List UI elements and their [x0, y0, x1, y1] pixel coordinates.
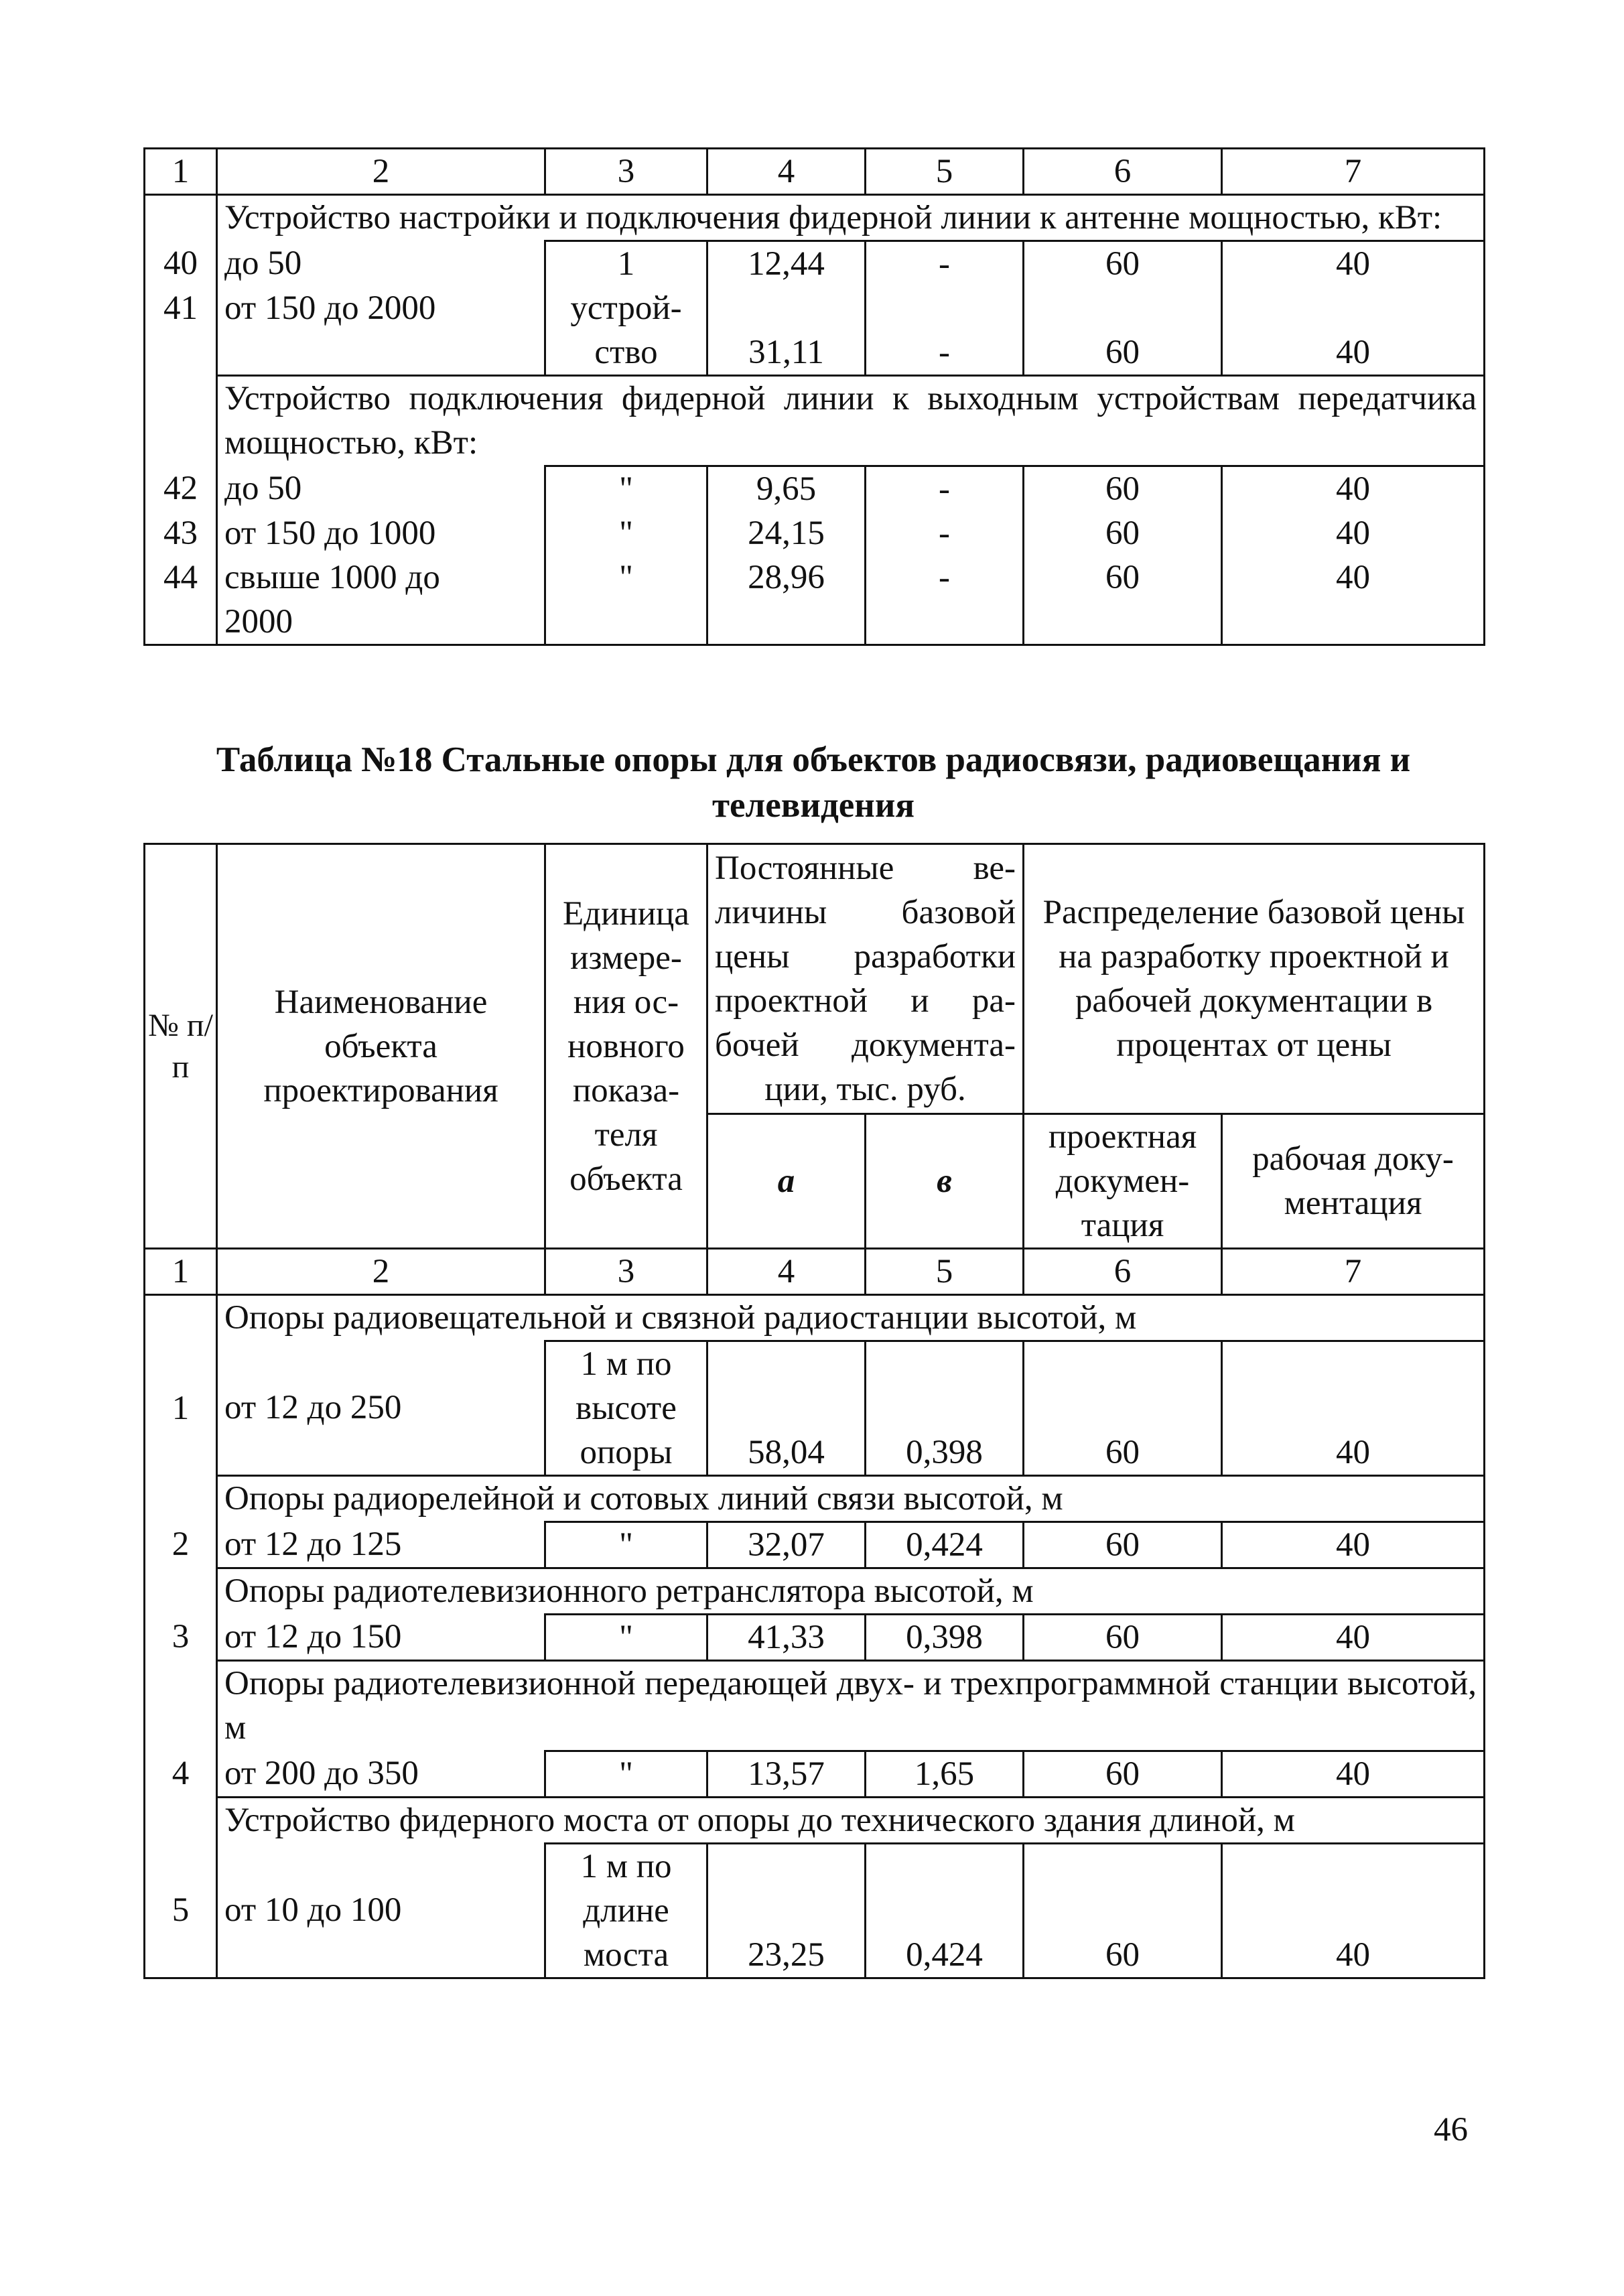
row-a: 12,44: [707, 241, 866, 287]
group-title: Устройство настройки и подключения фидерной линии к антенне мощностью, кВт:: [217, 195, 1485, 241]
table-row: [145, 241, 1485, 287]
row-b: 0,398: [866, 1341, 1024, 1476]
col-num: 6: [1024, 149, 1222, 195]
row-a: 24,15: [707, 511, 866, 555]
header-a: а: [707, 1114, 866, 1249]
row-name: от 150 до 1000: [217, 511, 545, 555]
table-18: [143, 843, 1485, 1979]
row-a: 9,65: [707, 466, 866, 512]
row-name: от 12 до 250: [217, 1341, 545, 1476]
row-a: 28,96: [707, 555, 866, 600]
table-row: [145, 1844, 1485, 1978]
group-title-row: [145, 195, 1485, 241]
header-num: № п/п: [145, 844, 217, 1249]
row-work: 40: [1222, 330, 1485, 376]
row-proj: 60: [1024, 241, 1222, 287]
row-work: 40: [1222, 1522, 1485, 1568]
table-row: [145, 1751, 1485, 1798]
row-name: до 50: [217, 466, 545, 512]
row-proj: 60: [1024, 511, 1222, 555]
row-num: 5: [145, 1844, 217, 1978]
row-a: 41,33: [707, 1615, 866, 1661]
group-title-row: [145, 1661, 1485, 1751]
row-a: 23,25: [707, 1844, 866, 1978]
row-unit: ": [545, 1615, 707, 1661]
row-b: -: [866, 330, 1024, 376]
row-work: 40: [1222, 1844, 1485, 1978]
table-17-continuation: [143, 147, 1485, 646]
header-proj: проектная докумен- тация: [1024, 1114, 1222, 1249]
group-title: Устройство фидерного моста от опоры до технического здания длиной, м: [217, 1798, 1485, 1844]
row-unit: 1 м по высоте опоры: [545, 1341, 707, 1476]
row-num: 41: [145, 286, 217, 330]
row-num: 1: [145, 1341, 217, 1476]
row-a: 32,07: [707, 1522, 866, 1568]
row-name: от 10 до 100: [217, 1844, 545, 1978]
header-dist: Распределение базовой цены на разработку проектной и рабочей документации в процентах от цены: [1024, 844, 1485, 1114]
row-proj: 60: [1024, 330, 1222, 376]
header-const: Постоянные ве- личины базовой цены разработки проектной и ра- бочей документа- ции, тыс. руб.: [707, 844, 1024, 1114]
row-b: 1,65: [866, 1751, 1024, 1798]
table-row: [145, 330, 1485, 376]
table-18-title: Таблица №18 Стальные опоры для объектов радиосвязи, радиовещания и телевидения: [216, 740, 1411, 825]
group-title: Устройство подключения фидерной линии к выходным устройствам передатчика мощностью, кВт:: [217, 376, 1485, 466]
row-work: 40: [1222, 555, 1485, 600]
group-title-row: [145, 1798, 1485, 1844]
row-b: 0,424: [866, 1844, 1024, 1978]
table-row: [145, 1341, 1485, 1476]
row-unit: ": [545, 1522, 707, 1568]
row-name: свыше 1000 до: [217, 555, 545, 600]
row-b: -: [866, 555, 1024, 600]
row-num: 2: [145, 1522, 217, 1568]
row-proj: 60: [1024, 466, 1222, 512]
row-b: -: [866, 466, 1024, 512]
row-proj: 60: [1024, 555, 1222, 600]
row-b: 0,424: [866, 1522, 1024, 1568]
row-proj: 60: [1024, 1844, 1222, 1978]
row-name: от 150 до 2000: [217, 286, 545, 330]
column-number-row: [145, 149, 1485, 195]
page-number: 46: [1434, 2111, 1468, 2149]
group-title: Опоры радиорелейной и сотовых линий связи высотой, м: [217, 1476, 1485, 1522]
row-work: 40: [1222, 1341, 1485, 1476]
group-title-row: [145, 1476, 1485, 1522]
row-num: 42: [145, 466, 217, 512]
group-title: Опоры радиотелевизионного ретранслятора высотой, м: [217, 1568, 1485, 1615]
col-num: 6: [1024, 1249, 1222, 1295]
row-proj: 60: [1024, 1751, 1222, 1798]
col-num: 7: [1222, 149, 1485, 195]
col-num: 5: [866, 149, 1024, 195]
col-num: 1: [145, 1249, 217, 1295]
row-unit: 1: [545, 241, 707, 287]
row-unit: ": [545, 1751, 707, 1798]
row-name: от 12 до 125: [217, 1522, 545, 1568]
col-num: 2: [217, 1249, 545, 1295]
group-title-row: [145, 1295, 1485, 1341]
group-title-row: [145, 1568, 1485, 1615]
row-work: 40: [1222, 511, 1485, 555]
header-row: [145, 844, 1485, 1114]
row-name: от 12 до 150: [217, 1615, 545, 1661]
row-name: 2000: [217, 600, 545, 645]
col-num: 2: [217, 149, 545, 195]
table-row: [145, 466, 1485, 512]
col-num: 4: [707, 149, 866, 195]
row-name: от 200 до 350: [217, 1751, 545, 1798]
col-num: 7: [1222, 1249, 1485, 1295]
row-b: 0,398: [866, 1615, 1024, 1661]
table-row: [145, 555, 1485, 600]
row-num: 44: [145, 555, 217, 600]
row-unit: 1 м по длине моста: [545, 1844, 707, 1978]
row-proj: 60: [1024, 1615, 1222, 1661]
header-name: Наименование объекта проектирования: [217, 844, 545, 1249]
row-a: 31,11: [707, 330, 866, 376]
row-work: 40: [1222, 466, 1485, 512]
row-b: -: [866, 241, 1024, 287]
col-num: 1: [145, 149, 217, 195]
row-num: 40: [145, 241, 217, 287]
table-row: [145, 1522, 1485, 1568]
column-number-row: [145, 1249, 1485, 1295]
header-work: рабочая доку- ментация: [1222, 1114, 1485, 1249]
row-proj: 60: [1024, 1522, 1222, 1568]
table-row: [145, 600, 1485, 645]
row-a: 58,04: [707, 1341, 866, 1476]
header-b: в: [866, 1114, 1024, 1249]
row-work: 40: [1222, 241, 1485, 287]
row-num: 43: [145, 511, 217, 555]
row-work: 40: [1222, 1615, 1485, 1661]
row-a: 13,57: [707, 1751, 866, 1798]
col-num: 5: [866, 1249, 1024, 1295]
table-row: [145, 511, 1485, 555]
row-unit: устрой-: [545, 286, 707, 330]
row-unit: ": [545, 466, 707, 512]
row-work: 40: [1222, 1751, 1485, 1798]
table-row: [145, 1615, 1485, 1661]
row-b: -: [866, 511, 1024, 555]
row-name: до 50: [217, 241, 545, 287]
col-num: 3: [545, 149, 707, 195]
col-num: 3: [545, 1249, 707, 1295]
group-title-row: [145, 376, 1485, 466]
row-num: 3: [145, 1615, 217, 1661]
row-unit: ": [545, 555, 707, 600]
row-num: 4: [145, 1751, 217, 1798]
group-title: Опоры радиотелевизионной передающей двух- и трехпрограммной станции высотой, м: [217, 1661, 1485, 1751]
table-row: [145, 286, 1485, 330]
row-proj: 60: [1024, 1341, 1222, 1476]
row-unit: ": [545, 511, 707, 555]
col-num: 4: [707, 1249, 866, 1295]
header-unit: Единица измере- ния ос- новного показа- теля объекта: [545, 844, 707, 1249]
group-title: Опоры радиовещательной и связной радиостанции высотой, м: [217, 1295, 1485, 1341]
row-unit: ство: [545, 330, 707, 376]
